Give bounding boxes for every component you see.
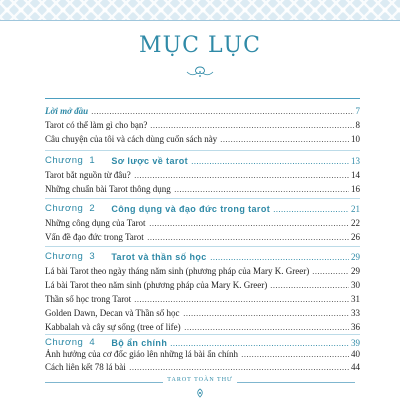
toc-entry-label: Lá bài Tarot theo ngày tháng năm sinh (phương pháp của Mary K. Greer) [45, 266, 310, 276]
toc-entry-label: Tarot có thể làm gì cho bạn? [45, 120, 148, 130]
toc-entry-label: Những công dụng của Tarot [45, 218, 146, 228]
dot-leader [191, 163, 349, 164]
chapter-heading-1[interactable] [45, 151, 360, 166]
toc-entry-label: Ảnh hưởng của cơ đốc giáo lên những lá bài ẩn chính [45, 349, 238, 359]
decorative-top-band [0, 0, 400, 20]
dot-leader [184, 329, 349, 330]
toc-entry-page: 33 [351, 308, 360, 318]
toc-entry-page: 8 [355, 120, 360, 130]
toc-entry[interactable] [45, 276, 360, 290]
dot-leader [149, 225, 349, 226]
dot-leader [220, 141, 349, 142]
flourish-ornament-icon [186, 64, 214, 78]
dot-leader [174, 191, 349, 192]
toc-top-rule [45, 98, 360, 99]
toc-entry-page: 10 [351, 134, 360, 144]
toc-entry[interactable] [45, 116, 360, 130]
chapter-title: Bộ ẩn chính [111, 338, 168, 348]
dot-leader [183, 315, 349, 316]
chapter-title: Tarot và thần số học [111, 252, 207, 262]
chapter-page: 39 [351, 338, 360, 348]
toc-entry[interactable] [45, 358, 360, 372]
dot-leader [270, 287, 349, 288]
toc-entry-page: 36 [351, 322, 360, 332]
toc-entry-page: 40 [351, 349, 360, 359]
chapter-number: 3 [89, 251, 95, 262]
chapter-title: Sơ lược về tarot [111, 156, 189, 166]
toc-entry-page: 26 [351, 232, 360, 242]
chapter-title: Công dụng và đạo đức trong tarot [111, 204, 271, 214]
toc-entry[interactable] [45, 228, 360, 242]
dot-leader [150, 127, 353, 128]
toc-entry-page: 7 [355, 106, 360, 116]
top-band-edge [0, 20, 400, 21]
toc-entry-page: 29 [351, 266, 360, 276]
chapter-label: Chương [45, 251, 84, 262]
toc-entry[interactable] [45, 130, 360, 144]
toc-entry[interactable] [45, 262, 360, 276]
toc-entry[interactable] [45, 304, 360, 318]
toc-entry-page: 31 [351, 294, 360, 304]
dot-leader [210, 259, 349, 260]
toc-entry-label: Golden Dawn, Decan và Thần số học [45, 308, 180, 318]
chapter-page: 13 [351, 156, 360, 166]
toc-entry-label: Kabbalah và cây sự sống (tree of life) [45, 322, 181, 332]
toc-entry-intro[interactable] [45, 102, 360, 116]
toc-entry[interactable] [45, 290, 360, 304]
toc-entry[interactable] [45, 180, 360, 194]
toc-entry-label: Câu chuyện của tôi và cách dùng cuốn sách này [45, 134, 218, 144]
toc-entry[interactable] [45, 166, 360, 180]
footer-fleuron-icon [194, 388, 206, 398]
toc-entry-label: Lá bài Tarot theo năm sinh (phương pháp của Mary K. Greer) [45, 280, 268, 290]
chapter-number: 1 [89, 155, 95, 166]
toc-entry-label: Cách liên kết 78 lá bài [45, 362, 126, 372]
toc-entry-page: 30 [351, 280, 360, 290]
toc-entry-label: Vấn đề đạo đức trong Tarot [45, 232, 144, 242]
toc-entry-page: 22 [351, 218, 360, 228]
toc-entry[interactable] [45, 214, 360, 228]
toc-entry-page: 16 [351, 184, 360, 194]
chapter-page: 29 [351, 252, 360, 262]
toc-entry-page: 14 [351, 170, 360, 180]
toc-entry-label: Lời mở đầu [45, 106, 89, 116]
running-footer: TAROT TOÀN THƯ [167, 377, 233, 383]
toc-entry-page: 44 [351, 362, 360, 372]
dot-leader [134, 177, 349, 178]
chapter-number: 4 [89, 337, 95, 348]
chapter-label: Chương [45, 155, 84, 166]
toc-entry[interactable] [45, 345, 360, 359]
chapter-heading-3[interactable] [45, 247, 360, 262]
chapter-heading-2[interactable] [45, 199, 360, 214]
chapter-number: 2 [89, 203, 95, 214]
page-title: MỤC LỤC [139, 33, 261, 58]
chapter-label: Chương [45, 337, 84, 348]
dot-leader [312, 273, 349, 274]
dot-leader [241, 356, 349, 357]
toc-entry-label: Thần số học trong Tarot [45, 294, 132, 304]
dot-leader [134, 301, 349, 302]
toc-entry[interactable] [45, 318, 360, 332]
toc-entry-label: Tarot bắt nguồn từ đâu? [45, 170, 131, 180]
dot-leader [129, 369, 349, 370]
dot-leader [91, 113, 353, 114]
chapter-page: 21 [351, 204, 360, 214]
toc-entry-label: Những chuẩn bài Tarot thông dụng [45, 184, 171, 194]
dot-leader [147, 239, 349, 240]
chapter-label: Chương [45, 203, 84, 214]
dot-leader [273, 211, 349, 212]
